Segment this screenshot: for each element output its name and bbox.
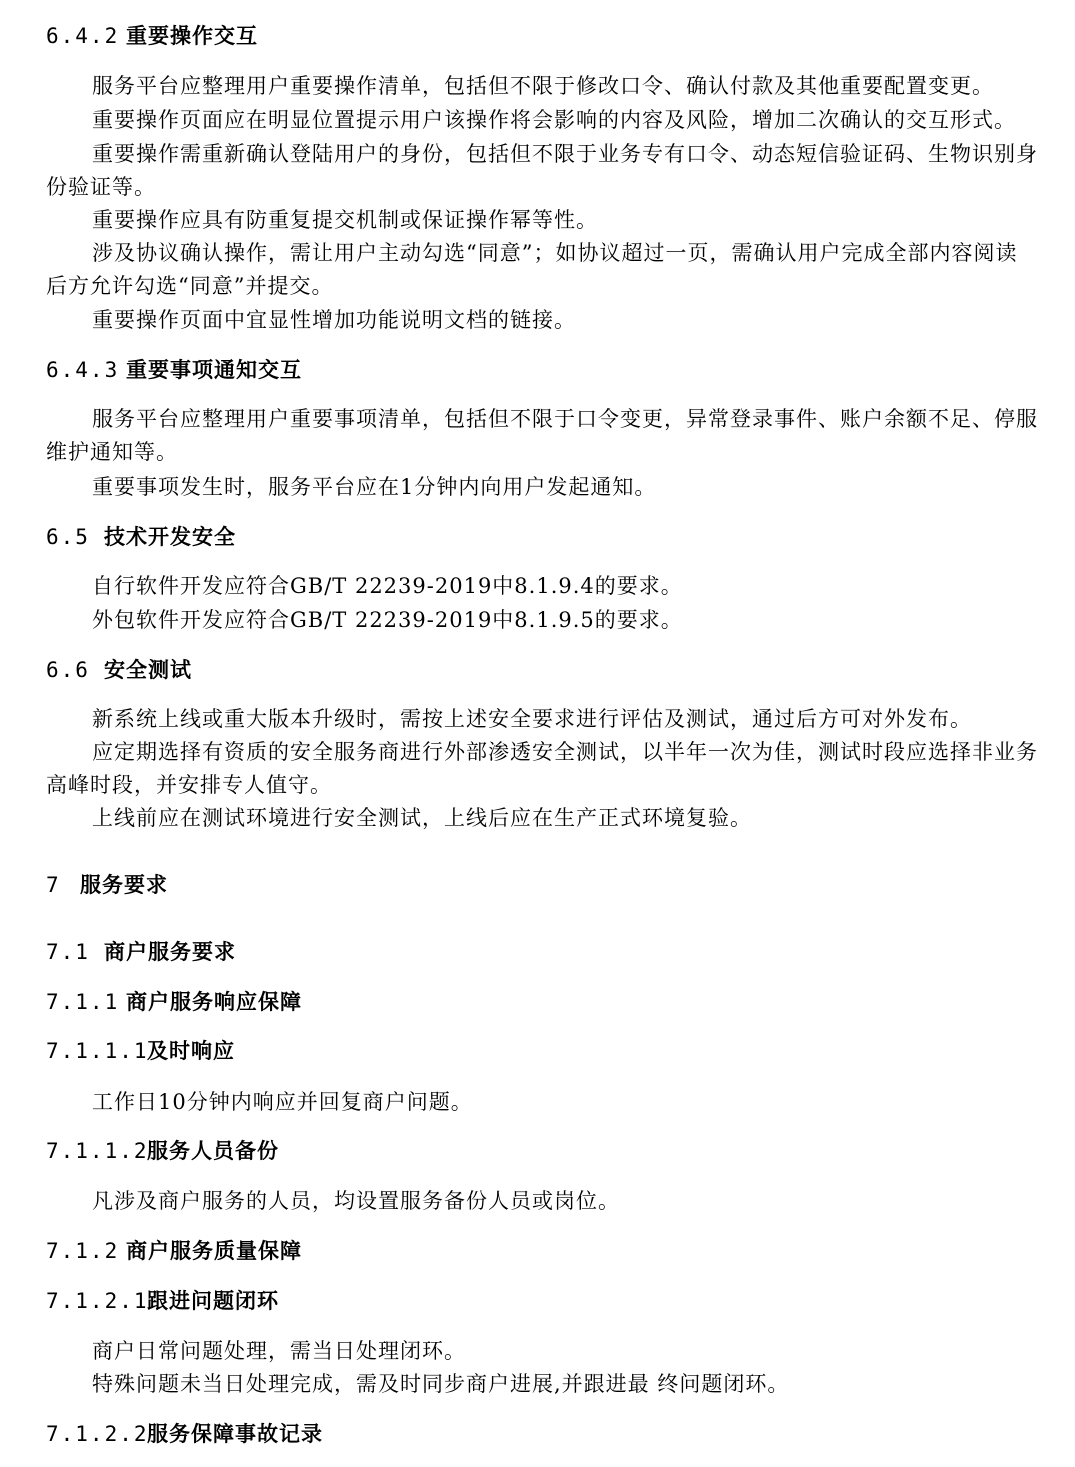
section-title: 重要操作交互 [126,24,258,48]
section-title: 服务保障事故记录 [147,1422,323,1446]
paragraph: 新系统上线或重大版本升级时，需按上述安全要求进行评估及测试，通过后方可对外发布。 [92,707,972,731]
section-heading-6-4-3 [46,358,302,382]
paragraph: 重要操作页面中宜显性增加功能说明文档的链接。 [92,308,576,332]
chapter-heading-7 [46,873,168,897]
section-heading-7-1-2 [46,1239,302,1263]
section-title: 重要事项通知交互 [126,358,302,382]
paragraph: 应定期选择有资质的安全服务商进行外部渗透安全测试，以半年一次为佳，测试时段应选择非业务 [92,740,1038,764]
paragraph: 服务平台应整理用户重要事项清单，包括但不限于口令变更，异常登录事件、账户余额不足、停服 [92,407,1038,431]
section-number: 7.1 [46,940,90,964]
section-title: 技术开发安全 [104,525,236,549]
paragraph: 特殊问题未当日处理完成，需及时同步商户进展,并跟进最 终问题闭环。 [92,1372,790,1396]
section-title: 安全测试 [104,658,192,682]
section-number: 6.4.2 [46,24,120,48]
section-heading-6-5 [46,525,236,549]
section-number: 7.1.1.1 [46,1039,149,1063]
paragraph: 工作日10分钟内响应并回复商户问题。 [92,1090,473,1114]
paragraph-continuation: 高峰时段，并安排专人值守。 [46,773,332,797]
section-number: 7.1.2 [46,1239,120,1263]
section-title: 服务要求 [80,873,168,897]
section-number: 6.6 [46,658,90,682]
section-heading-7-1-1-2 [46,1139,279,1163]
section-heading-6-6 [46,658,192,682]
section-heading-7-1-2-1 [46,1289,279,1313]
paragraph: 重要事项发生时，服务平台应在1分钟内向用户发起通知。 [92,475,657,499]
paragraph-continuation: 后方允许勾选“同意”并提交。 [46,274,334,298]
section-heading-6-4-2 [46,24,258,48]
paragraph: 服务平台应整理用户重要操作清单，包括但不限于修改口令、确认付款及其他重要配置变更。 [92,74,994,98]
section-number: 7.1.2.2 [46,1422,149,1446]
paragraph: 上线前应在测试环境进行安全测试，上线后应在生产正式环境复验。 [92,806,752,830]
paragraph-continuation: 份验证等。 [46,175,156,199]
section-number: 7.1.2.1 [46,1289,149,1313]
section-title: 商户服务要求 [104,940,236,964]
section-number: 6.4.3 [46,358,120,382]
section-title: 及时响应 [147,1039,235,1063]
paragraph-continuation: 维护通知等。 [46,440,178,464]
paragraph: 重要操作页面应在明显位置提示用户该操作将会影响的内容及风险，增加二次确认的交互形式。 [92,108,1016,132]
section-heading-7-1 [46,940,236,964]
section-heading-7-1-2-2 [46,1422,323,1446]
section-title: 跟进问题闭环 [147,1289,279,1313]
section-number: 6.5 [46,525,90,549]
section-title: 商户服务响应保障 [126,990,302,1014]
section-heading-7-1-1 [46,990,302,1014]
paragraph: 外包软件开发应符合GB/T 22239-2019中8.1.9.5的要求。 [92,608,683,632]
section-title: 服务人员备份 [147,1139,279,1163]
paragraph: 商户日常问题处理，需当日处理闭环。 [92,1339,466,1363]
paragraph: 重要操作需重新确认登陆用户的身份，包括但不限于业务专有口令、动态短信验证码、生物识别身 [92,142,1038,166]
paragraph: 重要操作应具有防重复提交机制或保证操作幂等性。 [92,208,598,232]
section-title: 商户服务质量保障 [126,1239,302,1263]
paragraph: 凡涉及商户服务的人员，均设置服务备份人员或岗位。 [92,1189,620,1213]
section-number: 7.1.1 [46,990,120,1014]
section-heading-7-1-1-1 [46,1039,235,1063]
paragraph: 自行软件开发应符合GB/T 22239-2019中8.1.9.4的要求。 [92,574,683,598]
section-number: 7.1.1.2 [46,1139,149,1163]
section-number: 7 [46,873,61,897]
paragraph: 涉及协议确认操作，需让用户主动勾选“同意”；如协议超过一页，需确认用户完成全部内容阅读 [92,241,1018,265]
